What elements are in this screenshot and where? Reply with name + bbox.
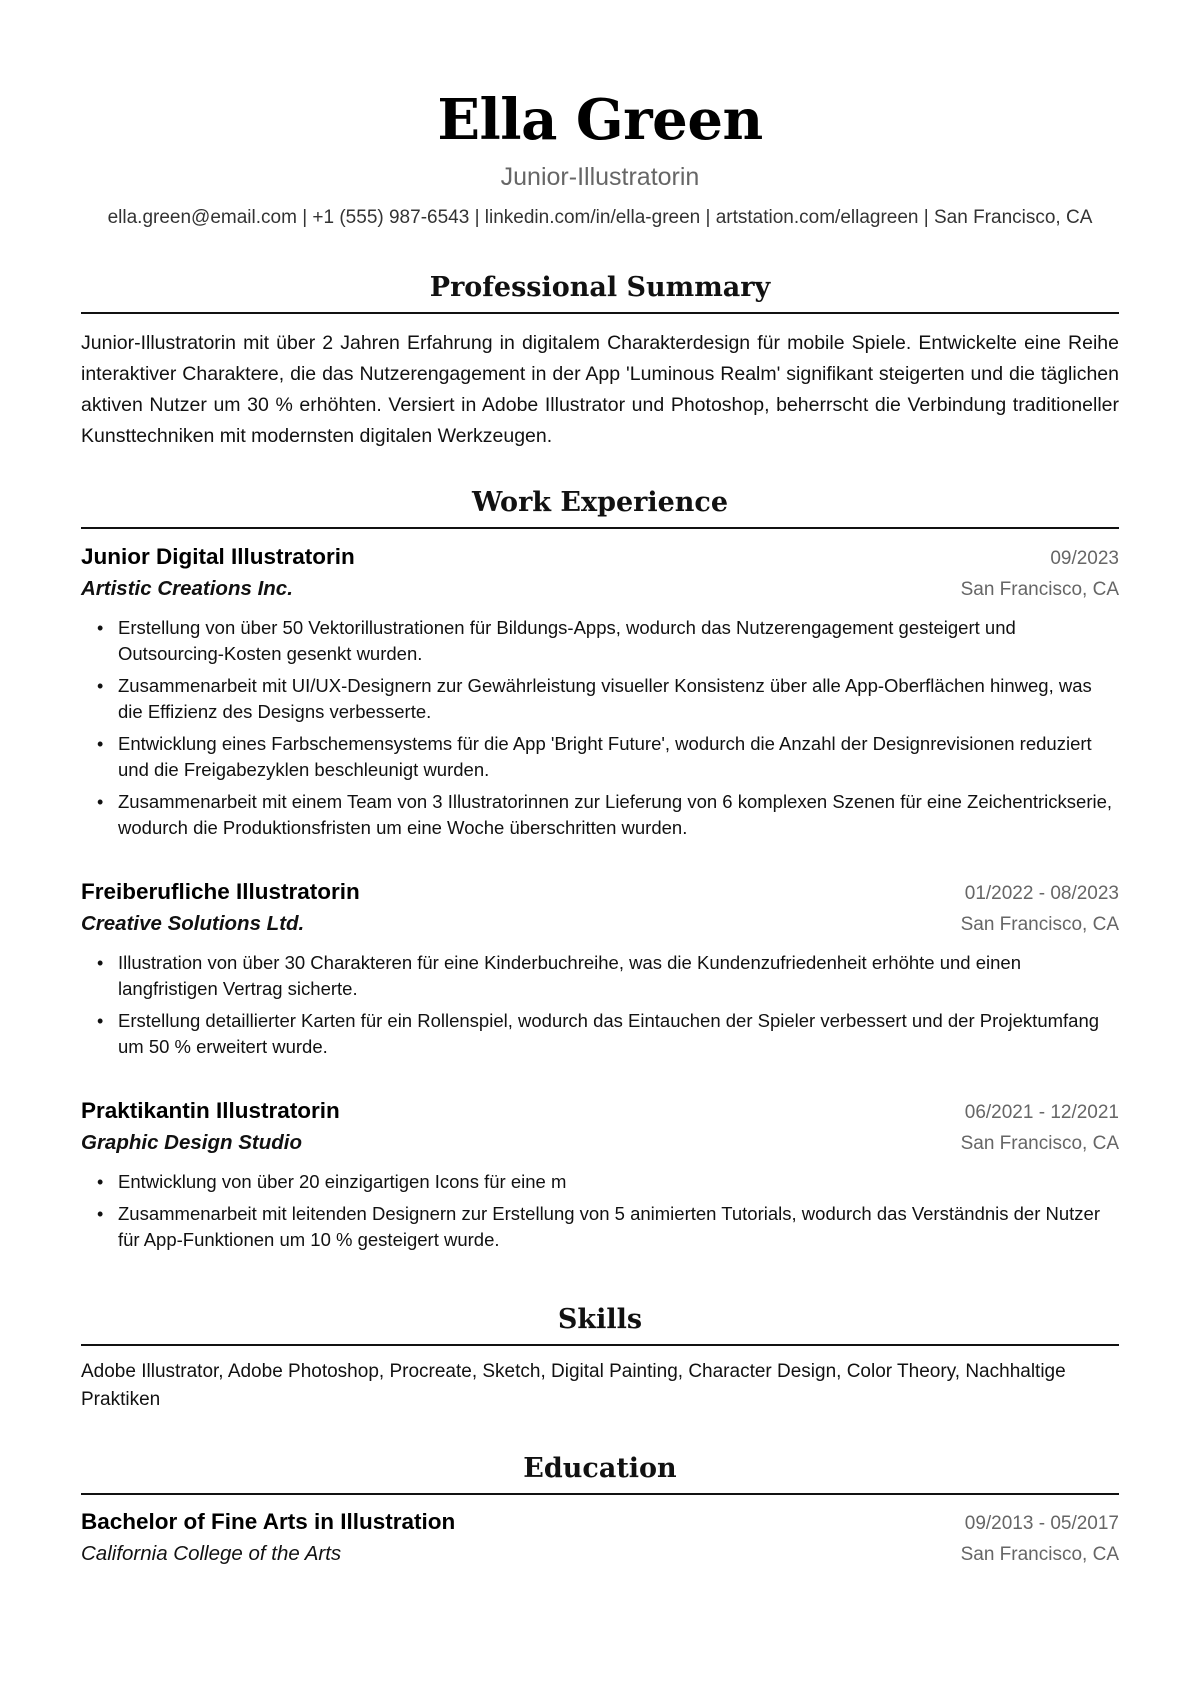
skills-heading: Skills (81, 1303, 1119, 1346)
candidate-name: Ella Green (437, 87, 763, 153)
job-date: 09/2023 (1050, 548, 1119, 569)
candidate-title: Junior-Illustratorin (500, 163, 700, 191)
job-location: San Francisco, CA (960, 579, 1119, 600)
job-entry (81, 1096, 1119, 1253)
bullet-item: • Illustration von über 30 Charakteren für eine Kinderbuchreihe, was die Kundenzufriedenheit erhöhte und einen langfristigen Vertrag sicherte. (118, 950, 1119, 1002)
bullet-item: • Erstellung detaillierter Karten für ein Rollenspiel, wodurch das Eintauchen der Spieler verbessert und der Projektumfang um 50 % erweitert wurde. (118, 1008, 1119, 1060)
bullet-item: • Zusammenarbeit mit UI/UX-Designern zur Gewährleistung visueller Konsistenz über alle App-Oberflächen hinweg, was die Effizienz des Designs verbesserte. (118, 673, 1119, 725)
job-location: San Francisco, CA (960, 1133, 1119, 1154)
job-title: Freiberufliche Illustratorin (81, 879, 360, 904)
resume-page (81, 0, 1119, 1570)
education-date: 09/2013 - 05/2017 (964, 1513, 1119, 1534)
bullet-item: • Zusammenarbeit mit einem Team von 3 Illustratorinnen zur Lieferung von 6 komplexen Szenen für eine Zeichentrickserie, wodurch die Produktionsfristen um eine Woche überschritten wurden. (118, 789, 1119, 841)
summary-text: Junior-Illustratorin mit über 2 Jahren Erfahrung in digitalem Charakterdesign für mobile Spiele. Entwickelte eine Reihe interaktiver Charaktere, die das Nutzerengagement in der App 'Luminous Realm' signifikant steigerten und die täglichen aktiven Nutzer um 30 % erhöhten. Versiert in Adobe Illustrator und Photoshop, beherrscht die Verbindung traditioneller Kunsttechniken mit modernsten digitalen Werkzeugen. (81, 332, 1119, 447)
education-heading: Education (81, 1452, 1119, 1495)
education-entry (81, 1507, 1119, 1570)
job-location: San Francisco, CA (960, 914, 1119, 935)
job-title: Praktikantin Illustratorin (81, 1098, 340, 1123)
job-entry (81, 877, 1119, 1060)
job-date: 01/2022 - 08/2023 (964, 883, 1119, 904)
bullet-item: • Erstellung von über 50 Vektorillustrationen für Bildungs-Apps, wodurch das Nutzerengagement gesteigert und Outsourcing-Kosten gesenkt wurden. (118, 615, 1119, 667)
job-bullets (81, 1169, 1119, 1253)
education-section (81, 1452, 1119, 1570)
experience-heading: Work Experience (81, 486, 1119, 529)
degree-title: Bachelor of Fine Arts in Illustration (81, 1509, 456, 1534)
job-company: Graphic Design Studio (81, 1131, 302, 1154)
job-entry (81, 542, 1119, 841)
job-bullets (81, 615, 1119, 841)
school-name: California College of the Arts (81, 1542, 342, 1565)
bullet-item: • Entwicklung von über 20 einzigartigen Icons für eine m (118, 1169, 1119, 1195)
job-bullets (81, 950, 1119, 1060)
skills-section (81, 1303, 1119, 1414)
job-title: Junior Digital Illustratorin (81, 544, 355, 569)
bullet-item: • Zusammenarbeit mit leitenden Designern zur Erstellung von 5 animierten Tutorials, wodurch das Verständnis der Nutzer für App-Funktionen um 10 % gesteigert wurde. (118, 1201, 1119, 1253)
contact-line: ella.green@email.com | +1 (555) 987-6543 | linkedin.com/in/ella-green | artstation.com/ellagreen | San Francisco, CA (107, 207, 1093, 228)
job-company: Artistic Creations Inc. (81, 577, 293, 600)
experience-section (81, 486, 1119, 1253)
job-company: Creative Solutions Ltd. (81, 912, 305, 935)
skills-text: Adobe Illustrator, Adobe Photoshop, Procreate, Sketch, Digital Painting, Character Design, Color Theory, Nachhaltige Praktiken (81, 1361, 1066, 1410)
bullet-item: • Entwicklung eines Farbschemensystems für die App 'Bright Future', wodurch die Anzahl der Designrevisionen reduziert und die Freigabezyklen beschleunigt wurden. (118, 731, 1119, 783)
education-location: San Francisco, CA (960, 1544, 1119, 1565)
job-date: 06/2021 - 12/2021 (964, 1102, 1119, 1123)
summary-section (81, 271, 1119, 452)
summary-heading: Professional Summary (81, 271, 1119, 314)
